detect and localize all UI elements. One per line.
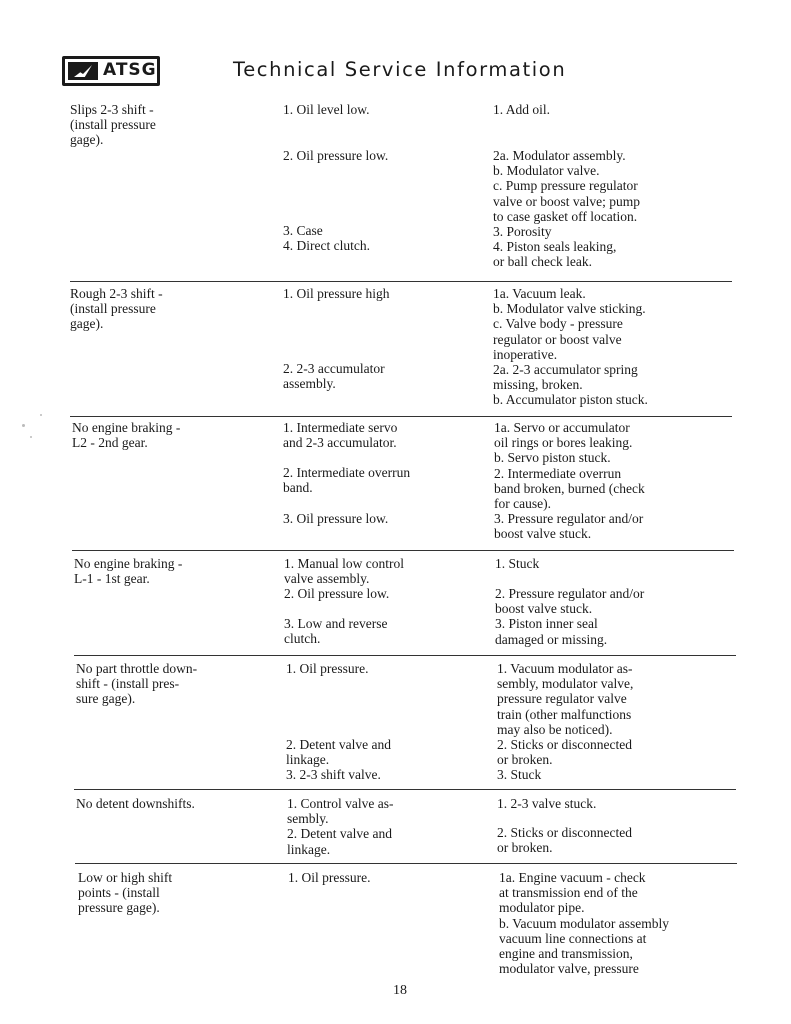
remedy-line: c. Valve body - pressure — [493, 316, 623, 332]
row-divider — [74, 655, 736, 656]
scan-speck — [40, 414, 42, 416]
remedy-line: modulator valve, pressure — [499, 961, 639, 977]
remedy-line: 2a. 2-3 accumulator spring — [493, 362, 638, 377]
remedy-line: may also be noticed). — [497, 721, 613, 737]
remedy-line: sembly, modulator valve, — [497, 676, 634, 692]
cause-line: 1. Oil pressure. — [288, 870, 371, 885]
remedy-line: 2. Pressure regulator and/or — [495, 586, 645, 601]
symptom-line: shift - (install pres- — [76, 676, 180, 692]
logo-text: ATSG — [103, 60, 157, 81]
remedy-line: at transmission end of the — [499, 885, 638, 901]
remedy-line: 2. Intermediate overrun — [494, 465, 622, 481]
cause-line: 2. Intermediate overrun — [283, 465, 411, 480]
remedy-line: 2. Sticks or disconnected — [497, 737, 632, 752]
remedy-line: b. Modulator valve. — [493, 163, 600, 179]
remedy-line: oil rings or bores leaking. — [494, 435, 633, 451]
remedy-line: inoperative. — [493, 346, 558, 362]
cause-line: 1. Oil pressure. — [286, 661, 369, 676]
cause-line: 2. Detent valve and — [287, 826, 392, 842]
remedy-line: 2. Sticks or disconnected — [497, 825, 632, 840]
symptom-line: Low or high shift — [78, 870, 173, 885]
symptom-line: pressure gage). — [78, 900, 160, 916]
remedy-line: 3. Stuck — [497, 767, 542, 783]
remedy-line: for cause). — [494, 496, 551, 511]
cause-line: 3. Case — [283, 223, 323, 238]
remedy-line: or broken. — [497, 752, 553, 768]
row-divider — [70, 416, 732, 417]
remedy-line: band broken, burned (check — [494, 480, 645, 496]
remedy-line: 3. Pressure regulator and/or — [494, 511, 644, 527]
cause-line: 3. 2-3 shift valve. — [286, 767, 381, 783]
remedy-line: 2a. Modulator assembly. — [493, 148, 626, 163]
cause-line: 1. Intermediate servo — [283, 420, 398, 435]
page-number: 18 — [393, 983, 407, 998]
remedy-line: 1. Stuck — [495, 556, 540, 571]
remedy-line: vacuum line connections at — [499, 930, 647, 946]
scan-speck — [22, 424, 25, 427]
row-divider — [70, 281, 732, 282]
remedy-line: modulator pipe. — [499, 900, 585, 916]
remedy-line: damaged or missing. — [495, 631, 608, 647]
remedy-line: 1. 2-3 valve stuck. — [497, 796, 597, 811]
page-title: Technical Service Information — [233, 58, 567, 81]
row-divider — [74, 789, 736, 790]
cause-line: 4. Direct clutch. — [283, 238, 370, 254]
cause-line: 1. Oil level low. — [283, 102, 370, 117]
row-divider — [75, 863, 737, 864]
remedy-line: valve or boost valve; pump — [493, 193, 640, 209]
remedy-line: b. Modulator valve sticking. — [493, 301, 646, 317]
symptom-line: No engine braking - — [72, 420, 181, 435]
cause-line: and 2-3 accumulator. — [283, 435, 397, 451]
symptom-line: gage). — [70, 316, 104, 332]
remedy-line: or broken. — [497, 840, 553, 856]
symptom-line: Rough 2-3 shift - — [70, 286, 163, 301]
symptom-line: No detent downshifts. — [76, 796, 195, 811]
remedy-line: boost valve stuck. — [495, 601, 593, 617]
remedy-line: pressure regulator valve — [497, 691, 627, 707]
scan-speck — [30, 436, 32, 438]
symptom-line: sure gage). — [76, 691, 136, 707]
symptom-line: Slips 2-3 shift - — [70, 102, 154, 117]
cause-line: 2. Oil pressure low. — [284, 586, 390, 602]
cause-line: linkage. — [286, 752, 330, 768]
atsg-logo — [62, 56, 160, 86]
cause-line: 2. Detent valve and — [286, 737, 391, 752]
symptom-line: L2 - 2nd gear. — [72, 435, 148, 451]
symptom-line: gage). — [70, 132, 104, 148]
remedy-line: b. Servo piston stuck. — [494, 450, 611, 466]
remedy-line: to case gasket off location. — [493, 208, 638, 224]
remedy-line: 3. Piston inner seal — [495, 616, 598, 632]
symptom-line: No part throttle down- — [76, 661, 198, 676]
remedy-line: 1. Add oil. — [493, 102, 551, 117]
symptom-line: L-1 - 1st gear. — [74, 571, 150, 587]
remedy-line: 3. Porosity — [493, 224, 552, 239]
remedy-line: 1a. Servo or accumulator — [494, 420, 630, 435]
remedy-line: 1a. Engine vacuum - check — [499, 870, 646, 885]
remedy-line: 1. Vacuum modulator as- — [497, 661, 633, 676]
symptom-line: points - (install — [78, 885, 160, 901]
remedy-line: engine and transmission, — [499, 946, 633, 961]
remedy-line: 1a. Vacuum leak. — [493, 286, 586, 301]
cause-line: 1. Oil pressure high — [283, 286, 390, 301]
row-divider — [72, 550, 734, 551]
cause-line: 1. Manual low control — [284, 556, 404, 571]
remedy-line: 4. Piston seals leaking, — [493, 239, 617, 255]
symptom-line: No engine braking - — [74, 556, 183, 571]
cause-line: 2. 2-3 accumulator — [283, 361, 385, 376]
remedy-line: train (other malfunctions — [497, 706, 632, 722]
cause-line: 2. Oil pressure low. — [283, 148, 389, 163]
cause-line: linkage. — [287, 841, 331, 857]
remedy-line: regulator or boost valve — [493, 331, 622, 347]
cause-line: clutch. — [284, 631, 321, 647]
cause-line: valve assembly. — [284, 571, 370, 587]
atsg-logo-mark-icon — [68, 62, 98, 80]
remedy-line: missing, broken. — [493, 377, 583, 393]
cause-line: 3. Low and reverse — [284, 616, 388, 631]
cause-line: sembly. — [287, 811, 329, 827]
cause-line: assembly. — [283, 376, 336, 392]
symptom-line: (install pressure — [70, 301, 156, 317]
remedy-line: boost valve stuck. — [494, 526, 592, 542]
cause-line: 3. Oil pressure low. — [283, 511, 389, 526]
remedy-line: b. Accumulator piston stuck. — [493, 392, 648, 408]
remedy-line: c. Pump pressure regulator — [493, 178, 638, 194]
symptom-line: (install pressure — [70, 117, 156, 133]
remedy-line: or ball check leak. — [493, 254, 592, 270]
remedy-line: b. Vacuum modulator assembly — [499, 915, 669, 931]
cause-line: 1. Control valve as- — [287, 796, 394, 811]
cause-line: band. — [283, 480, 313, 496]
